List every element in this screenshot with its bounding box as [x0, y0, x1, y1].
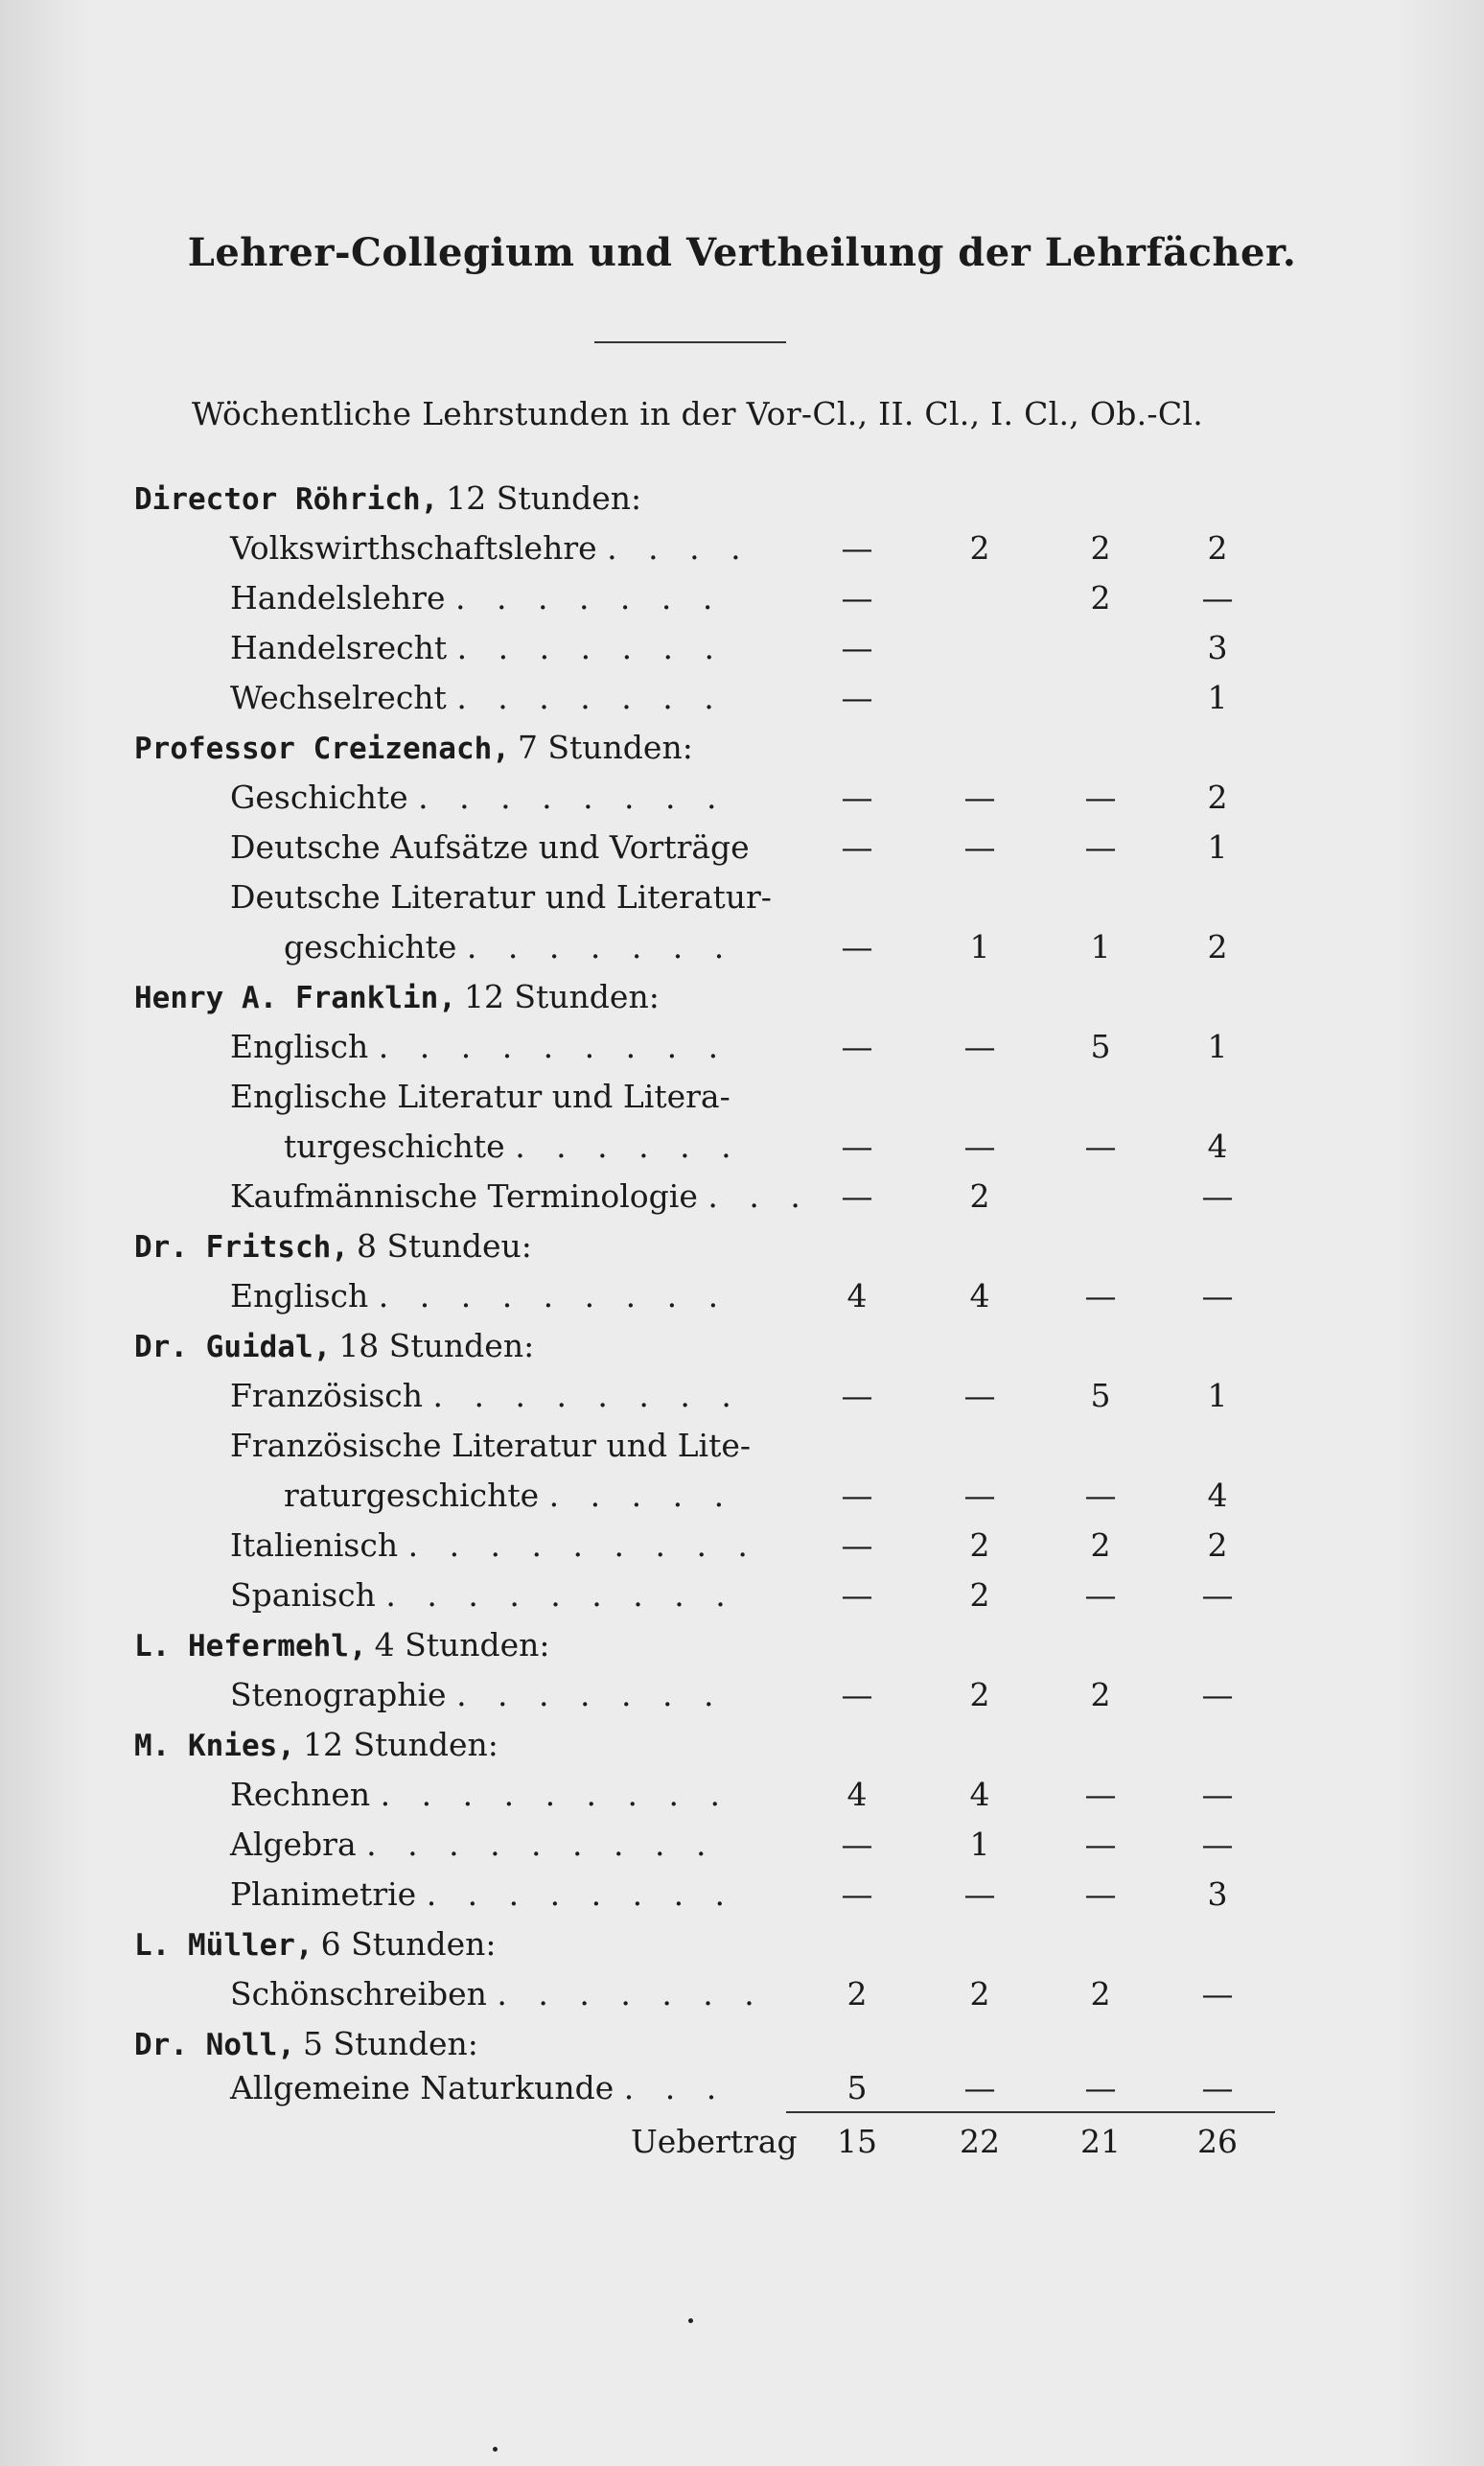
subject-row	[0, 573, 1484, 623]
value-vor-cl: —	[841, 1177, 873, 1215]
value-vor-cl: —	[841, 1526, 873, 1564]
subject-name: Deutsche Aufsätze und Vorträge	[230, 828, 750, 866]
value-ob-cl: 4	[1207, 1477, 1228, 1514]
total-ii-cl: 22	[960, 2123, 1000, 2160]
value-vor-cl: —	[841, 1576, 873, 1614]
subject-name: Rechnen . . . . . . . . .	[230, 1776, 730, 1813]
subject-name: Stenographie . . . . . . .	[230, 1676, 725, 1713]
value-vor-cl: —	[841, 828, 873, 866]
subject-name: Englisch . . . . . . . . .	[230, 1028, 730, 1065]
teacher-name: M. Knies, 12 Stunden:	[134, 1726, 499, 1763]
value-vor-cl: —	[841, 1377, 873, 1414]
value-vor-cl: —	[841, 679, 873, 716]
value-i-cl: 2	[1090, 1676, 1111, 1713]
teacher-hours: 7 Stunden:	[517, 729, 693, 766]
total-row	[0, 2117, 1484, 2167]
teacher-name: Dr. Guidal, 18 Stunden:	[134, 1327, 535, 1364]
value-ob-cl: —	[1201, 1277, 1234, 1314]
subject-name: Geschichte . . . . . . . .	[230, 779, 728, 816]
value-i-cl: —	[1084, 779, 1117, 816]
value-vor-cl: —	[841, 1128, 873, 1165]
teacher-name: Professor Creizenach, 7 Stunden:	[134, 729, 693, 766]
teacher-hours: 12 Stunden:	[446, 479, 642, 517]
value-i-cl: —	[1084, 1477, 1117, 1514]
value-ob-cl: —	[1201, 1676, 1234, 1713]
subject-name: Schönschreiben . . . . . . .	[230, 1975, 765, 2012]
teacher-name: Director Röhrich, 12 Stunden:	[134, 479, 642, 517]
value-i-cl: 2	[1090, 529, 1111, 567]
value-ob-cl: —	[1201, 579, 1234, 616]
value-vor-cl: —	[841, 529, 873, 567]
teacher-row	[0, 1221, 1484, 1271]
subject-row	[0, 2063, 1484, 2113]
teacher-row	[0, 1321, 1484, 1371]
subject-row	[0, 1770, 1484, 1820]
value-vor-cl: —	[841, 1028, 873, 1065]
subject-name: Algebra . . . . . . . . .	[230, 1826, 717, 1863]
subject-row	[0, 1670, 1484, 1720]
value-i-cl: 5	[1090, 1377, 1111, 1414]
subject-row	[0, 1421, 1484, 1471]
teacher-name: L. Hefermehl, 4 Stunden:	[134, 1626, 550, 1663]
value-i-cl: 2	[1090, 579, 1111, 616]
value-vor-cl: —	[841, 1477, 873, 1514]
value-ii-cl: —	[963, 779, 996, 816]
subject-name: raturgeschichte . . . . .	[284, 1477, 735, 1514]
teacher-row	[0, 1919, 1484, 1969]
value-vor-cl: 5	[846, 2069, 868, 2106]
value-ob-cl: 1	[1207, 679, 1228, 716]
teacher-name: Dr. Noll, 5 Stunden:	[134, 2025, 478, 2062]
teacher-hours: 12 Stunden:	[302, 1726, 499, 1763]
value-i-cl: —	[1084, 1826, 1117, 1863]
value-vor-cl: 4	[846, 1277, 868, 1314]
subject-row	[0, 922, 1484, 972]
value-ii-cl: —	[963, 2069, 996, 2106]
subject-row	[0, 1820, 1484, 1870]
value-ob-cl: 2	[1207, 1526, 1228, 1564]
teacher-hours: 4 Stunden:	[374, 1626, 550, 1663]
title-rule	[594, 341, 786, 343]
value-ob-cl: 2	[1207, 928, 1228, 965]
subject-name: Handelsrecht . . . . . . .	[230, 629, 726, 666]
subject-row	[0, 1022, 1484, 1072]
value-ii-cl: 1	[969, 928, 990, 965]
value-i-cl: —	[1084, 1128, 1117, 1165]
value-ob-cl: —	[1201, 1177, 1234, 1215]
value-ob-cl: 1	[1207, 1377, 1228, 1414]
sum-rule	[786, 2111, 1275, 2113]
subject-name: Englische Literatur und Litera-	[230, 1078, 730, 1115]
page-title: Lehrer-Collegium und Vertheilung der Lehrfächer.	[187, 230, 1297, 275]
subject-row	[0, 823, 1484, 872]
subject-row	[0, 1570, 1484, 1620]
value-vor-cl: —	[841, 779, 873, 816]
value-ob-cl: 1	[1207, 828, 1228, 866]
value-i-cl: —	[1084, 828, 1117, 866]
teacher-name: Dr. Fritsch, 8 Stundeu:	[134, 1227, 532, 1265]
subject-row	[0, 1969, 1484, 2019]
teacher-row	[0, 972, 1484, 1022]
subject-name: Wechselrecht . . . . . . .	[230, 679, 725, 716]
subject-row	[0, 1371, 1484, 1421]
value-vor-cl: —	[841, 579, 873, 616]
subject-name: Französische Literatur und Lite-	[230, 1427, 752, 1464]
value-ob-cl: 3	[1207, 629, 1228, 666]
value-ob-cl: —	[1201, 1776, 1234, 1813]
value-ob-cl: 4	[1207, 1128, 1228, 1165]
total-ob-cl: 26	[1197, 2123, 1238, 2160]
value-i-cl: 2	[1090, 1526, 1111, 1564]
value-ii-cl: 1	[969, 1826, 990, 1863]
subject-row	[0, 1521, 1484, 1570]
subject-row	[0, 523, 1484, 573]
subject-row	[0, 623, 1484, 673]
value-ii-cl: 4	[969, 1776, 990, 1813]
subject-row	[0, 1471, 1484, 1521]
subject-name: Kaufmännische Terminologie . . .	[230, 1177, 811, 1215]
subject-name: Italienisch . . . . . . . . .	[230, 1526, 758, 1564]
value-ob-cl: —	[1201, 1576, 1234, 1614]
value-ob-cl: 1	[1207, 1028, 1228, 1065]
value-i-cl: —	[1084, 2069, 1117, 2106]
total-vor-cl: 15	[837, 2123, 877, 2160]
value-i-cl: 2	[1090, 1975, 1111, 2012]
teacher-row	[0, 1620, 1484, 1670]
value-i-cl: —	[1084, 1776, 1117, 1813]
value-ii-cl: —	[963, 828, 996, 866]
value-ii-cl: —	[963, 1028, 996, 1065]
subject-row	[0, 1271, 1484, 1321]
value-i-cl: 1	[1090, 928, 1111, 965]
value-ob-cl: —	[1201, 2069, 1234, 2106]
value-ii-cl: 2	[969, 1177, 990, 1215]
subject-name: Spanisch . . . . . . . . .	[230, 1576, 736, 1614]
teacher-row	[0, 2019, 1484, 2069]
value-ii-cl: 4	[969, 1277, 990, 1314]
subject-row	[0, 1172, 1484, 1221]
value-ob-cl: 2	[1207, 779, 1228, 816]
value-i-cl: —	[1084, 1277, 1117, 1314]
value-vor-cl: —	[841, 1826, 873, 1863]
teacher-row	[0, 723, 1484, 773]
subject-name: Allgemeine Naturkunde . . .	[230, 2069, 728, 2106]
value-ii-cl: 2	[969, 1975, 990, 2012]
value-ii-cl: 2	[969, 1526, 990, 1564]
subject-row	[0, 1122, 1484, 1172]
value-vor-cl: —	[841, 1676, 873, 1713]
subject-name: Planimetrie . . . . . . . .	[230, 1875, 736, 1913]
value-ii-cl: —	[963, 1377, 996, 1414]
value-ob-cl: —	[1201, 1975, 1234, 2012]
column-header: Wöchentliche Lehrstunden in der Vor-Cl., II. Cl., I. Cl., Ob.-Cl.	[192, 395, 1204, 432]
value-i-cl: 5	[1090, 1028, 1111, 1065]
value-i-cl: —	[1084, 1576, 1117, 1614]
subject-name: Handelslehre . . . . . . .	[230, 579, 724, 616]
subject-name: Englisch . . . . . . . . .	[230, 1277, 730, 1314]
value-vor-cl: 4	[846, 1776, 868, 1813]
value-vor-cl: —	[841, 629, 873, 666]
teacher-row	[0, 1720, 1484, 1770]
subject-name: Volkswirthschaftslehre . . . .	[230, 529, 752, 567]
subject-row	[0, 773, 1484, 823]
teacher-hours: 6 Stunden:	[320, 1925, 497, 1963]
subject-name: Deutsche Literatur und Literatur-	[230, 878, 772, 916]
value-ii-cl: —	[963, 1128, 996, 1165]
value-vor-cl: 2	[846, 1975, 868, 2012]
value-ii-cl: 2	[969, 1576, 990, 1614]
subject-name: Französisch . . . . . . . .	[230, 1377, 742, 1414]
print-speck	[688, 2318, 693, 2323]
value-ii-cl: 2	[969, 1676, 990, 1713]
teacher-hours: 12 Stunden:	[463, 978, 660, 1015]
value-ob-cl: 3	[1207, 1875, 1228, 1913]
value-ob-cl: 2	[1207, 529, 1228, 567]
value-ob-cl: —	[1201, 1826, 1234, 1863]
value-ii-cl: —	[963, 1875, 996, 1913]
subject-row	[0, 1870, 1484, 1919]
value-vor-cl: —	[841, 928, 873, 965]
value-ii-cl: 2	[969, 529, 990, 567]
teacher-hours: 18 Stunden:	[338, 1327, 535, 1364]
teacher-name: Henry A. Franklin, 12 Stunden:	[134, 978, 660, 1015]
total-i-cl: 21	[1080, 2123, 1121, 2160]
teacher-name: L. Müller, 6 Stunden:	[134, 1925, 497, 1963]
subject-row	[0, 872, 1484, 922]
teacher-hours: 5 Stunden:	[302, 2025, 478, 2062]
teacher-hours: 8 Stundeu:	[356, 1227, 532, 1265]
subject-row	[0, 673, 1484, 723]
subject-name: turgeschichte . . . . . .	[284, 1128, 742, 1165]
total-label: Uebertrag	[631, 2123, 798, 2160]
subject-row	[0, 1072, 1484, 1122]
subject-name: geschichte . . . . . . .	[284, 928, 735, 965]
value-ii-cl: —	[963, 1477, 996, 1514]
value-i-cl: —	[1084, 1875, 1117, 1913]
value-vor-cl: —	[841, 1875, 873, 1913]
teacher-row	[0, 474, 1484, 523]
print-speck	[493, 2447, 498, 2452]
